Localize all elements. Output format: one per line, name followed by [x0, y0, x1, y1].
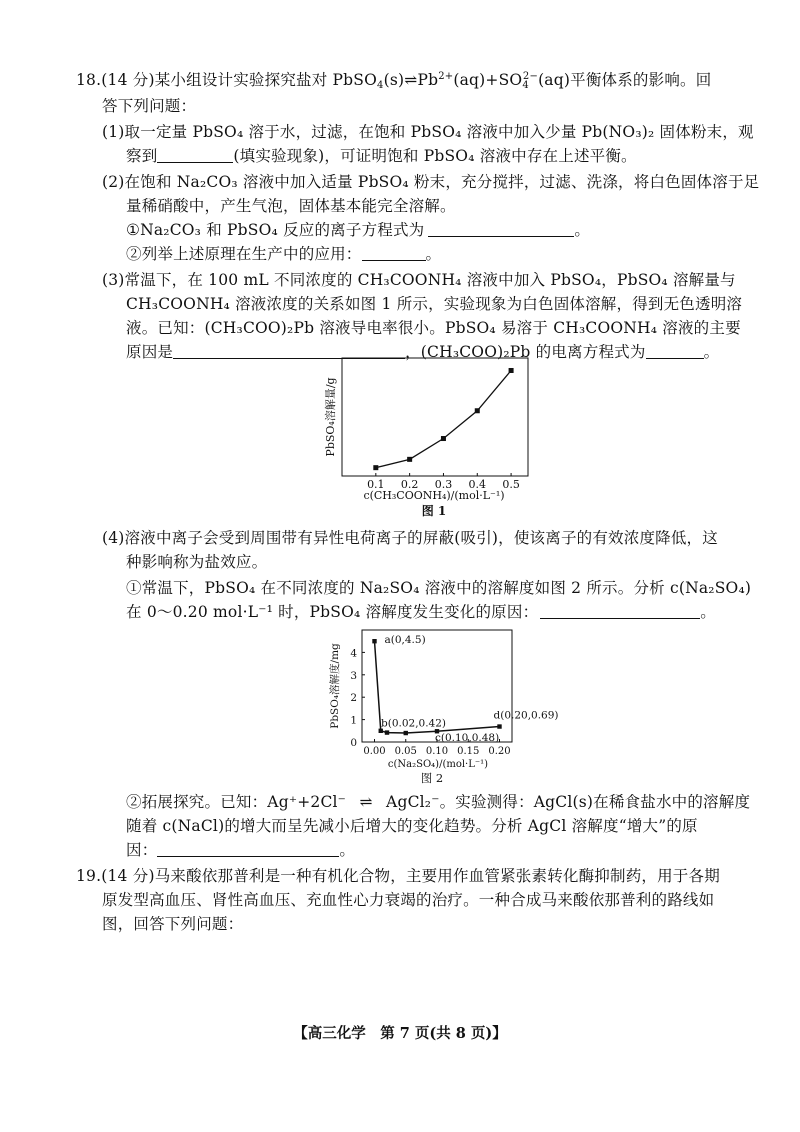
part4-sub2-text-a: ②拓展探究。已知：Ag⁺+2Cl⁻: [126, 793, 347, 811]
q18-score: (14 分): [101, 71, 155, 89]
figure-2-point-annotation: b(0.02,0.42): [381, 717, 447, 730]
figure-1-caption: 图 1: [421, 504, 447, 518]
figure-1-xtick-label: 0.4: [468, 478, 487, 491]
figure-2-ytick-label: 2: [350, 692, 357, 705]
q18-part4-line2: 种影响称为盐效应。: [126, 553, 268, 571]
answer-blank-6[interactable]: [540, 604, 700, 619]
figure-2-point-annotation: c(0.10,0.48): [435, 732, 500, 745]
period: 。: [339, 841, 356, 859]
part2-sub2-text: ②列举上述原理在生产中的应用：: [126, 245, 362, 263]
q18-part4-line1: (4)溶液中离子会受到周围带有异性电荷离子的屏蔽(吸引)，使该离子的有效浓度降低，这: [102, 529, 718, 547]
q18-intro-tail: (aq)平衡体系的影响。回: [538, 71, 712, 89]
q18-intro-so4: (aq)+SO: [453, 71, 523, 89]
figure-1-chart: [316, 352, 536, 522]
figure-2-point: [497, 724, 501, 728]
part4-sub1-text: 在 0～0.20 mol·L⁻¹ 时，PbSO₄ 溶解度发生变化的原因：: [126, 603, 539, 621]
answer-blank-2[interactable]: [428, 222, 574, 237]
q18-part4-sub2-line1: [126, 792, 750, 812]
q18-part4-sub1-line2: [126, 602, 716, 622]
figure-2-xtick-label: 0.10: [425, 746, 449, 757]
figure-1-point: [407, 457, 412, 462]
figure-1-xlabel: c(CH₃COONH₄)/(mol·L⁻¹): [363, 489, 505, 502]
figure-1-xtick-label: 0.2: [400, 478, 419, 491]
period: 。: [574, 221, 591, 239]
part3-text-b: ，(CH₃COO)₂Pb 的电离方程式为: [405, 343, 646, 361]
figure-1-point: [373, 465, 378, 470]
figure-1-xtick-label: 0.5: [502, 478, 520, 491]
q18-part3-line1: (3)常温下，在 100 mL 不同浓度的 CH₃COONH₄ 溶液中加入 PbSO₄，PbSO₄ 溶解量与: [102, 271, 736, 289]
answer-blank-3[interactable]: [362, 246, 426, 261]
figure-1-point: [475, 408, 480, 413]
q18-part2-sub1: [126, 220, 590, 240]
figure-2-point-annotation: a(0,4.5): [384, 634, 426, 647]
figure-1-point: [509, 368, 514, 373]
figure-2-xtick-label: 0.05: [394, 746, 417, 757]
part4-sub2-text-c: 因：: [126, 841, 158, 859]
equilibrium-arrow: ⇌: [359, 793, 373, 811]
figure-1-point: [441, 436, 446, 441]
q18-part2-line1: (2)在饱和 Na₂CO₃ 溶液中加入适量 PbSO₄ 粉末，充分搅拌，过滤、洗涤，将白色固体溶于足: [102, 173, 760, 191]
page-footer: 【高三化学 第 7 页(共 8 页)】: [293, 1025, 507, 1042]
q18-part2-line2: 量稀硝酸中，产生气泡，固体基本能完全溶解。: [126, 197, 456, 215]
figure-2-caption: 图 2: [420, 771, 444, 785]
figure-2-xlabel: c(Na₂SO₄)/(mol·L⁻¹): [387, 759, 489, 770]
answer-blank-5[interactable]: [646, 344, 704, 359]
q18-part3-line3: 液。已知：(CH₃COO)₂Pb 溶液导电率很小。PbSO₄ 易溶于 CH₃COONH₄ 溶液的主要: [126, 319, 741, 337]
q18-intro-text: 某小组设计实验探究盐对 PbSO: [154, 71, 378, 89]
period: 。: [703, 343, 720, 361]
figure-2-point: [385, 730, 389, 734]
part3-text-a: 原因是: [126, 343, 174, 361]
part1-text-b: (填实验现象)，可证明饱和 PbSO₄ 溶液中存在上述平衡。: [233, 147, 637, 165]
figure-1-xtick-label: 0.1: [367, 478, 385, 491]
period: 。: [700, 603, 716, 621]
figure-1-xtick-label: 0.3: [434, 478, 453, 491]
q19-line2: 原发型高血压、肾性高血压、充血性心力衰竭的治疗。一种合成马来酸依那普利的路线如: [102, 891, 715, 909]
figure-2-chart: [326, 626, 559, 788]
answer-blank-1[interactable]: [157, 148, 233, 163]
figure-2-ytick-label: 3: [350, 669, 357, 682]
q18-intro-pb: Pb: [417, 71, 439, 89]
figure-2-xtick-label: 0.15: [457, 746, 480, 757]
q19-line3: 图，回答下列问题：: [102, 915, 244, 933]
figure-2-point: [404, 731, 408, 735]
figure-2-xtick-label: 0.00: [363, 746, 386, 757]
figure-2-ylabel: PbSO₄溶解度/mg: [329, 643, 341, 729]
figure-2-ytick-label: 1: [350, 714, 357, 727]
figure-2-ytick-label: 0: [350, 737, 357, 749]
figure-2-ytick-label: 4: [350, 647, 357, 660]
figure-2-xtick-label: 0.20: [488, 746, 511, 757]
q18-intro-line2: 答下列问题：: [102, 97, 197, 115]
period: 。: [425, 245, 442, 263]
figure-2-point-annotation: d(0.20,0.69): [493, 709, 559, 722]
figure-1-ylabel: PbSO₄溶解量/g: [324, 377, 337, 457]
part4-sub2-text-b: AgCl₂⁻。实验测得：AgCl(s)在稀食盐水中的溶解度: [386, 793, 751, 811]
equilibrium-arrow: ⇌: [404, 71, 418, 89]
q18-part2-sub2: [126, 244, 441, 264]
q18-part3-line2: CH₃COONH₄ 溶液浓度的关系如图 1 所示，实验现象为白色固体溶解，得到无色透明溶: [126, 295, 743, 313]
q18-part1-line2: [126, 146, 637, 166]
answer-blank-7[interactable]: [157, 842, 339, 857]
q18-part1-line1: (1)取一定量 PbSO₄ 溶于水，过滤，在饱和 PbSO₄ 溶液中加入少量 Pb(NO₃)₂ 固体粉末，观: [102, 123, 754, 141]
figure-2-point: [372, 639, 376, 643]
q18-part4-sub2-line2: 随着 c(NaCl)的增大而呈先减小后增大的变化趋势。分析 AgCl 溶解度“增大”的原: [126, 817, 698, 835]
q19-line1: 19.(14 分)马来酸依那普利是一种有机化合物，主要用作血管紧张素转化酶抑制药，用于各期: [76, 867, 720, 885]
q18-part4-sub2-line3: [126, 840, 355, 860]
q18-number: 18.: [76, 71, 102, 89]
q18-intro-state: (s): [383, 71, 405, 89]
figure-1-frame: [342, 358, 528, 476]
part2-sub1-text: ①Na₂CO₃ 和 PbSO₄ 反应的离子方程式为: [126, 221, 425, 239]
q18-intro: 18.(14 分)某小组设计实验探究盐对 $PbSO_4(s)\rightleftharpoons Pb^{2+}(aq)+SO_4^{2-}(aq)$平衡体系的影响。回: [76, 71, 712, 91]
part1-text-a: 察到: [126, 147, 158, 165]
q18-part4-sub1-line1: ①常温下，PbSO₄ 在不同浓度的 Na₂SO₄ 溶液中的溶解度如图 2 所示。分析 c(Na₂SO₄): [126, 579, 752, 597]
figure-1-series-line: [376, 370, 511, 467]
